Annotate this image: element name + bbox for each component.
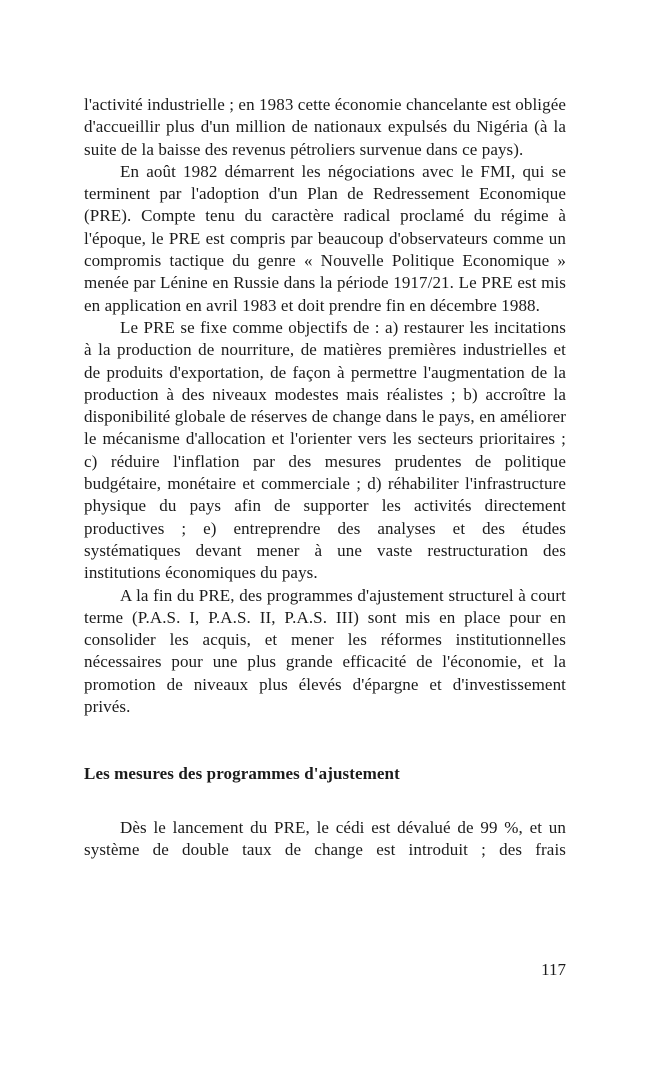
- page-body: [84, 94, 566, 861]
- paragraph: En août 1982 démarrent les négociations avec le FMI, qui se terminent par l'adoption d'un Plan de Redressement Economique (PRE). Compte tenu du caractère radical proclamé du régime à l'époque, le PRE est compris par beaucoup d'observateurs comme un compromis tactique du genre « Nouvelle Politique Economique » menée par Lénine en Russie dans la période 1917/21. Le PRE est mis en application en avril 1983 et doit prendre fin en décembre 1988.: [84, 161, 566, 315]
- page-number: 117: [541, 960, 566, 979]
- section-heading: Les mesures des programmes d'ajustement: [84, 764, 400, 784]
- paragraph: Le PRE se fixe comme objectifs de : a) restaurer les incitations à la production de nourriture, de matières premières industrielles et de produits d'exportation, de façon à permettre l'augmentation de la production à des niveaux modestes mais réalistes ; b) accroître la disponibilité globale de réserves de change dans le pays, en améliorer le mécanisme d'allocation et l'orienter vers les secteurs prioritaires ; c) réduire l'inflation par des mesures prudentes de politique budgétaire, monétaire et commerciale ; d) réhabiliter l'infrastructure physique du pays afin de supporter les activités directement productives ; e) entreprendre des analyses et des études systématiques devant mener à une vaste restructuration des institutions économiques du pays.: [84, 317, 566, 583]
- paragraph: A la fin du PRE, des programmes d'ajustement structurel à court terme (P.A.S. I, P.A.S. II, P.A.S. III) sont mis en place pour en consolider les acquis, et mener les réformes institutionnelles nécessaires pour une plus grande efficacité de l'économie, et la promotion de niveaux plus élevés d'épargne et d'investissement privés.: [84, 585, 566, 717]
- paragraph: Dès le lancement du PRE, le cédi est dévalué de 99 %, et un système de double taux de change est introduit ; des frais: [84, 817, 566, 859]
- paragraph-continuation: l'activité industrielle ; en 1983 cette économie chancelante est obligée d'accueillir plus d'un million de nationaux expulsés du Nigéria (à la suite de la baisse des revenus pétroliers survenue dans ce pays).: [84, 95, 566, 159]
